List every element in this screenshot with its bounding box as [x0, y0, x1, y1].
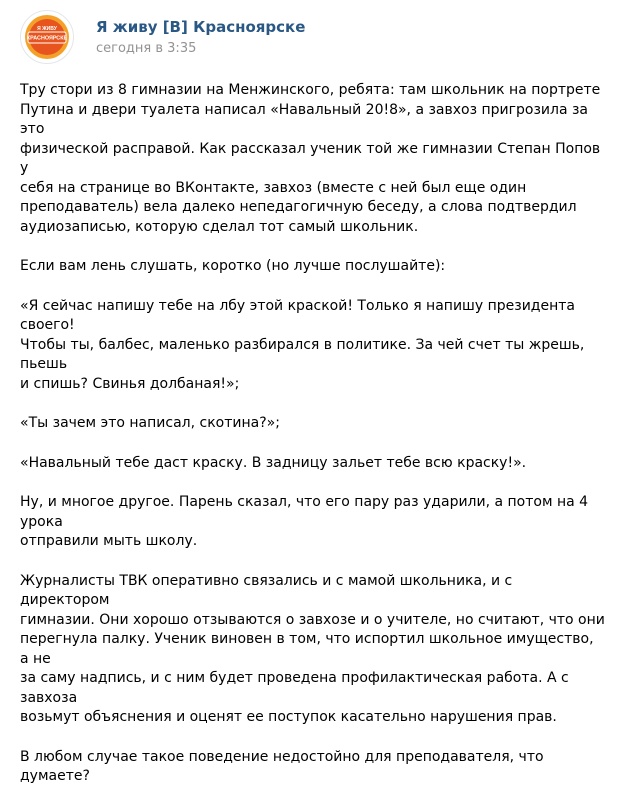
post-paragraph: Если вам лень слушать, коротко (но лучше послушайте):	[20, 258, 446, 274]
post-paragraph: В любом случае такое поведение недостойно для преподавателя, что думаете?	[20, 748, 544, 784]
post-paragraph: Ну, и многое другое. Парень сказал, что его пару раз ударили, а потом на 4 урока отправили мыть школу.	[20, 494, 589, 549]
post-time[interactable]: сегодня в 3:35	[96, 41, 197, 56]
post-paragraph: Журналисты ТВК оперативно связались и с мамой школьника, и с директором гимназии. Они хорошо отзываются о завхозе и о учителе, но считают, что они перегнула палку. Ученик виновен в том, что испортил школьное имущество, а не за саму надпись, и с ним будет проведена профилактическая работа. А с завхоза возьмут объяснения и оценят ее поступок касательно нарушения прав.	[20, 572, 605, 725]
logo-icon	[21, 11, 73, 63]
community-avatar[interactable]	[20, 10, 74, 64]
post-header	[20, 8, 600, 68]
logo-text-bottom: КРАСНОЯРСКЕ	[26, 35, 68, 42]
post-paragraph: «Я сейчас напишу тебе на лбу этой краской! Только я напишу президента своего! Чтобы ты, балбес, маленько разбирался в политике. За чей счет ты жрешь, пьешь и спишь? Свинья долбаная!»;	[20, 297, 585, 392]
post-paragraph: Тру стори из 8 гимназии на Менжинского, ребята: там школьник на портрете Путина и двери туалета написал «Навальный 20!8», а завхоз пригрозила за это физической расправой. Как рассказал ученик той же гимназии Степан Попов у себя на странице во ВКонтакте, завхоз (вместе с ней был еще один преподаватель) вела далеко непедагогичную беседу, а слова подтвердил аудиозаписью, которую сделал тот самый школьник.	[20, 82, 601, 235]
post-paragraph: «Навальный тебе даст краску. В задницу зальет тебе всю краску!».	[20, 454, 527, 471]
post-author[interactable]: Я живу [В] Красноярске	[96, 18, 306, 36]
logo-text-top: Я ЖИВУ	[37, 26, 57, 32]
post-paragraph: «Ты зачем это написал, скотина?»;	[20, 415, 280, 431]
